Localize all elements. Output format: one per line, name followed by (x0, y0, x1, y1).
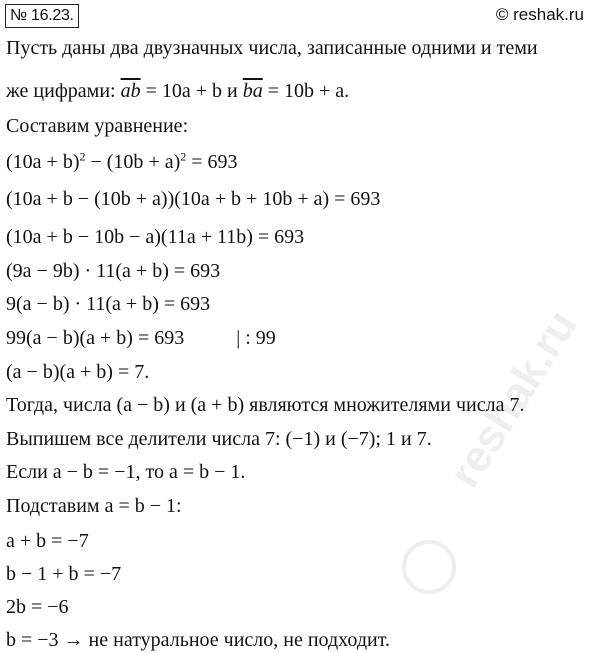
equation-7: (a − b)(a + b) = 7. (6, 361, 150, 383)
compose-heading: Составим уравнение: (6, 115, 189, 137)
step-1: a + b = −7 (6, 530, 89, 552)
step-2: b − 1 + b = −7 (6, 563, 122, 585)
equation-1 (6, 149, 238, 175)
intro-text: же цифрами: (6, 80, 121, 102)
intro-line-2 (6, 78, 349, 104)
watermark-text: reshak.ru (440, 301, 587, 496)
number-ba: $\overline{ba}$ (242, 80, 263, 102)
divisors-list: Выпишем все делители числа 7: (−1) и (−7); 1 и 7. (6, 428, 432, 450)
number-ab: $\overline{ab}$ (120, 80, 141, 102)
intro-line-1: Пусть даны два двузначных числа, записанные одними и теми (6, 37, 538, 59)
equation-2: (10a + b − (10b + a))(10a + b + 10b + a) = 693 (6, 188, 381, 210)
equation-1-result: = 693 (186, 151, 238, 173)
equation-3: (10a + b − 10b − a)(11a + 11b) = 693 (6, 226, 305, 248)
problem-number: № 16.23. (5, 4, 79, 28)
factors-statement: Тогда, числа (a − b) и (a + b) являются множителями числа 7. (6, 394, 525, 416)
equation-4: (9a − 9b) · 11(a + b) = 693 (6, 260, 221, 282)
equation-6-expr: 99(a − b)(a + b) = 693 (6, 327, 185, 349)
equation-1-term-b: − (10b + a) (85, 151, 181, 173)
number-ab-expansion: = 10a + b и (140, 80, 243, 102)
watermark-copyright-icon (402, 540, 456, 594)
equation-1-term-a: (10a + b) (6, 151, 80, 173)
step-4-conclusion: b = −3 → не натуральное число, не подходит. (6, 629, 390, 651)
number-ba-expansion: = 10b + a. (262, 80, 350, 102)
division-note: | : 99 (236, 327, 276, 349)
power-a: 2 (79, 149, 86, 164)
substitution-heading: Подставим a = b − 1: (6, 495, 182, 517)
site-label: © reshak.ru (495, 5, 584, 24)
equation-6 (6, 325, 276, 351)
step-3: 2b = −6 (6, 596, 69, 618)
header (5, 4, 584, 30)
power-b: 2 (180, 149, 187, 164)
equation-5: 9(a − b) · 11(a + b) = 693 (6, 293, 211, 315)
case-statement: Если a − b = −1, то a = b − 1. (6, 461, 246, 483)
